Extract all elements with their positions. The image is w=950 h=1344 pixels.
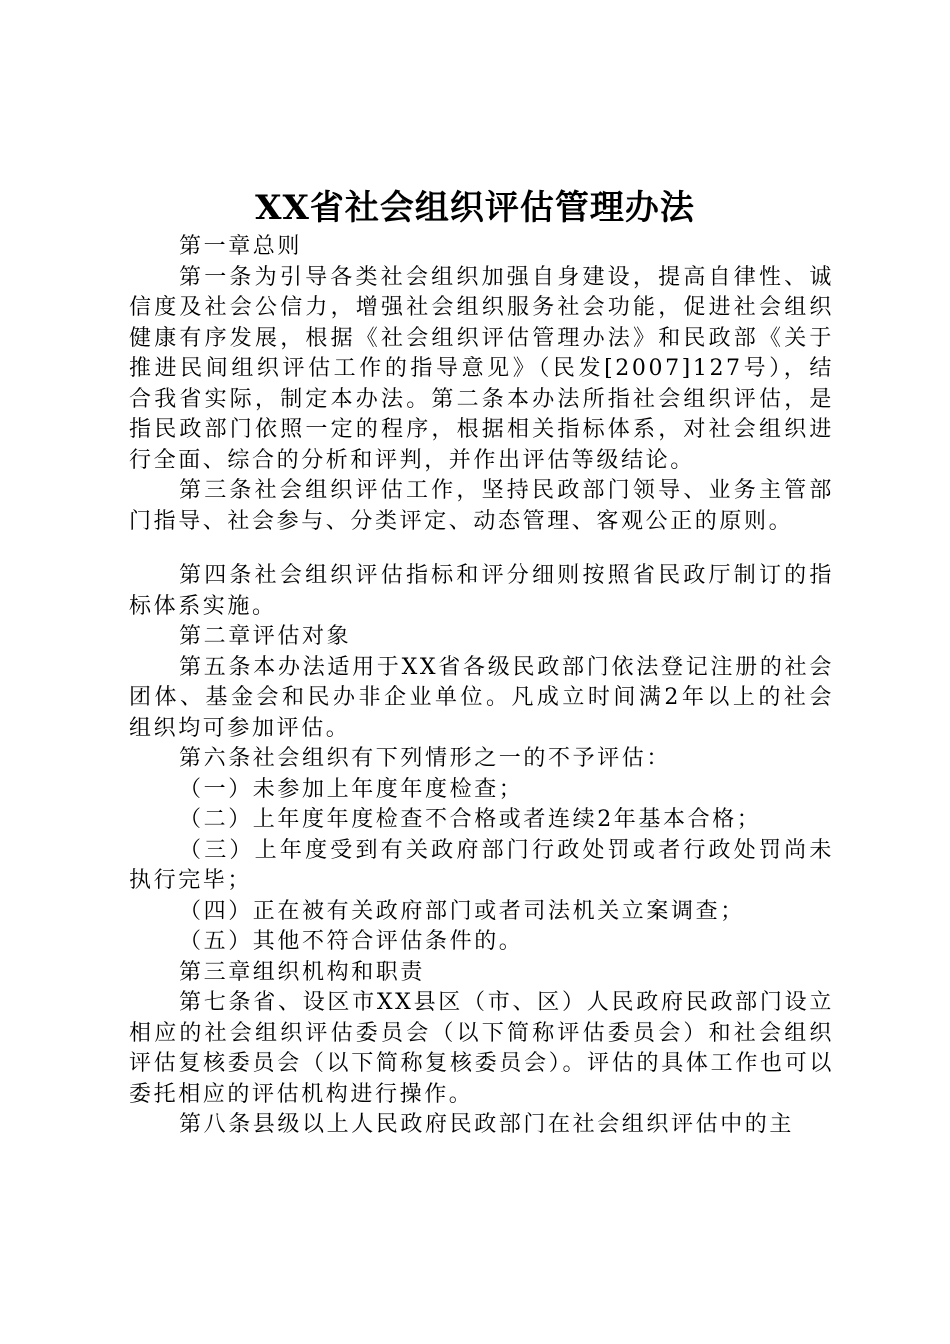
article-paragraph: 第四条社会组织评估指标和评分细则按照省民政厅制订的指标体系实施。 [129,563,834,619]
list-item: （三）上年度受到有关政府部门行政处罚或者行政处罚尚未执行完毕； [129,837,834,893]
list-item: （五）其他不符合评估条件的。 [179,929,524,954]
article-paragraph: 第一条为引导各类社会组织加强自身建设，提高自律性、诚信度及社会公信力，增强社会组织服务社会功能，促进社会组织健康有序发展，根据《社会组织评估管理办法》和民政部《关于推进民间组织评估工作的指导意见》（民发[2007]127号），结合我省实际，制定本办法。第二条本办法所指社会组织评估，是指民政部门依照一定的程序，根据相关指标体系，对社会组织进行全面、综合的分析和评判，并作出评估等级结论。 [129,264,834,473]
chapter-heading: 第二章评估对象 [179,624,352,649]
article-paragraph: 第三条社会组织评估工作，坚持民政部门领导、业务主管部门指导、社会参与、分类评定、动态管理、客观公正的原则。 [129,478,834,534]
document-title: XX省社会组织评估管理办法 [255,188,695,228]
article-paragraph: 第七条省、设区市XX县区（市、区）人民政府民政部门设立相应的社会组织评估委员会（以下简称评估委员会）和社会组织评估复核委员会（以下简称复核委员会）。评估的具体工作也可以委托相应的评估机构进行操作。 [129,990,834,1107]
article-paragraph: 第八条县级以上人民政府民政部门在社会组织评估中的主 [179,1112,795,1137]
chapter-heading: 第三章组织机构和职责 [179,959,426,985]
chapter-heading: 第一章总则 [179,234,303,259]
article-paragraph: 第六条社会组织有下列情形之一的不予评估： [179,746,672,771]
list-item: （四）正在被有关政府部门或者司法机关立案调查； [179,898,745,924]
list-item: （二）上年度年度检查不合格或者连续2年基本合格； [179,807,762,832]
document-body [129,232,834,1141]
article-paragraph: 第五条本办法适用于XX省各级民政部门依法登记注册的社会团体、基金会和民办非企业单位。凡成立时间满2年以上的社会组织均可参加评估。 [129,654,834,741]
list-item: （一）未参加上年度年度检查； [179,776,524,802]
